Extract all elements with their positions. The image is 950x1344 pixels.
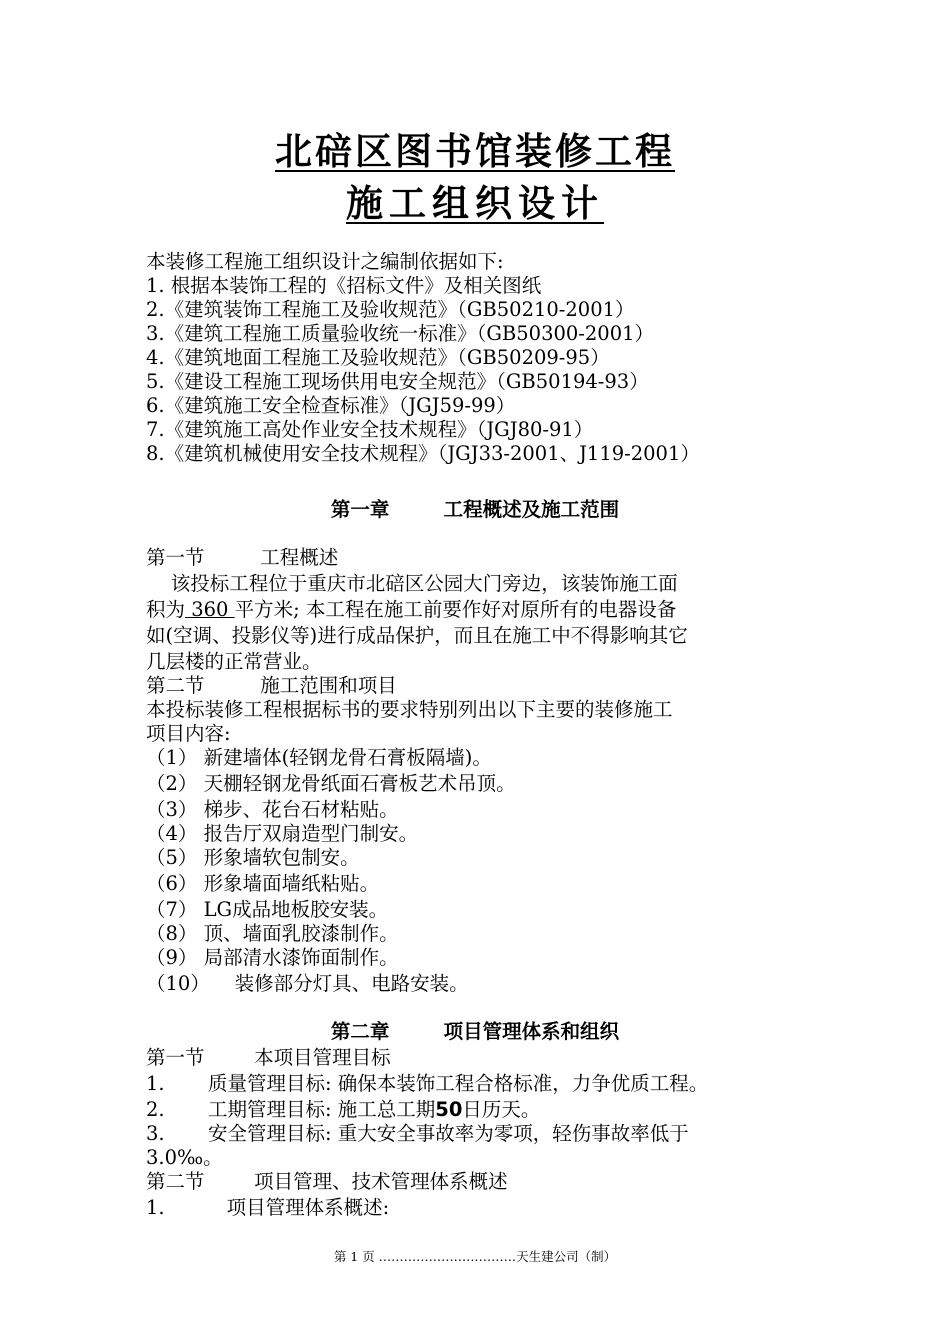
ch1-section1-para-line1: 该投标工程位于重庆市北碚区公园大门旁边，该装饰施工面 <box>146 572 678 595</box>
ch2-section2-heading: 第二节 项目管理、技术管理体系概述 <box>146 1170 508 1193</box>
ch1-section1-para-line3: 如(空调、投影仪等)进行成品保护，而且在施工中不得影响其它 <box>146 624 688 647</box>
ch1-section2-para-line2: 项目内容: <box>146 722 231 745</box>
ch2-section1-heading: 第一节 本项目管理目标 <box>146 1046 391 1069</box>
schedule-days: 50 <box>435 1098 463 1121</box>
scope-item-7: （7） LG成品地板胶安装。 <box>146 898 389 921</box>
basis-item-2: 2.《建筑装饰工程施工及验收规范》（GB50210-2001） <box>146 298 635 321</box>
scope-item-10: （10） 装修部分灯具、电路安装。 <box>146 972 469 995</box>
basis-intro: 本装修工程施工组织设计之编制依据如下: <box>146 250 504 273</box>
scope-item-2: （2） 天棚轻钢龙骨纸面石膏板艺术吊顶。 <box>146 772 516 795</box>
document-title-line1: 北碚区图书馆装修工程 <box>275 130 675 173</box>
scope-item-5: （5） 形象墙软包制安。 <box>146 846 360 869</box>
ch1-section2-para-line1: 本投标装修工程根据标书的要求特别列出以下主要的装修施工 <box>146 698 673 721</box>
area-value: 360 <box>185 598 235 621</box>
basis-item-8: 8.《建筑机械使用安全技术规程》（JGJ33-2001、J119-2001） <box>146 442 700 465</box>
page-footer: 第 1 页 ……………………………天生建公司（制） <box>333 1249 617 1264</box>
basis-item-5: 5.《建设工程施工现场供用电安全规范》（GB50194-93） <box>146 370 649 393</box>
chapter1-heading: 第一章 工程概述及施工范围 <box>330 498 620 521</box>
scope-item-4: （4） 报告厅双扇造型门制安。 <box>146 822 419 845</box>
goal-safety-line1: 3. 安全管理目标: 重大安全事故率为零项，轻伤事故率低于 <box>146 1122 689 1145</box>
scope-item-8: （8） 顶、墙面乳胶漆制作。 <box>146 922 399 945</box>
scope-item-1: （1） 新建墙体(轻钢龙骨石膏板隔墙)。 <box>146 746 492 769</box>
ch1-section1-para-line2: 积为 360 平方米; 本工程在施工前要作好对原所有的电器设备 <box>146 598 677 621</box>
scope-item-3: （3） 梯步、花台石材粘贴。 <box>146 798 399 821</box>
basis-item-1: 1. 根据本装饰工程的《招标文件》及相关图纸 <box>146 274 542 297</box>
ch1-section1-heading: 第一节 工程概述 <box>146 546 339 569</box>
basis-item-7: 7.《建筑施工高处作业安全技术规程》（JGJ80-91） <box>146 418 594 441</box>
ch2-section2-item1: 1. 项目管理体系概述: <box>146 1196 390 1219</box>
basis-item-6: 6.《建筑施工安全检查标准》（JGJ59-99） <box>146 394 516 417</box>
goal-schedule: 2. 工期管理目标: 施工总工期50日历天。 <box>146 1098 541 1121</box>
basis-item-3: 3.《建筑工程施工质量验收统一标准》（GB50300-2001） <box>146 322 655 345</box>
ch1-section1-para-line4: 几层楼的正常营业。 <box>146 650 322 673</box>
scope-item-9: （9） 局部清水漆饰面制作。 <box>146 946 399 969</box>
ch1-section2-heading: 第二节 施工范围和项目 <box>146 674 397 697</box>
basis-item-4: 4.《建筑地面工程施工及验收规范》（GB50209-95） <box>146 346 610 369</box>
chapter2-heading: 第二章 项目管理体系和组织 <box>330 1020 620 1043</box>
goal-safety-line2: 3.0‰。 <box>146 1146 223 1169</box>
document-title-line2: 施工组织设计 <box>346 182 604 225</box>
goal-quality: 1. 质量管理目标: 确保本装饰工程合格标准，力争优质工程。 <box>146 1072 709 1095</box>
scope-item-6: （6） 形象墙面墙纸粘贴。 <box>146 872 380 895</box>
